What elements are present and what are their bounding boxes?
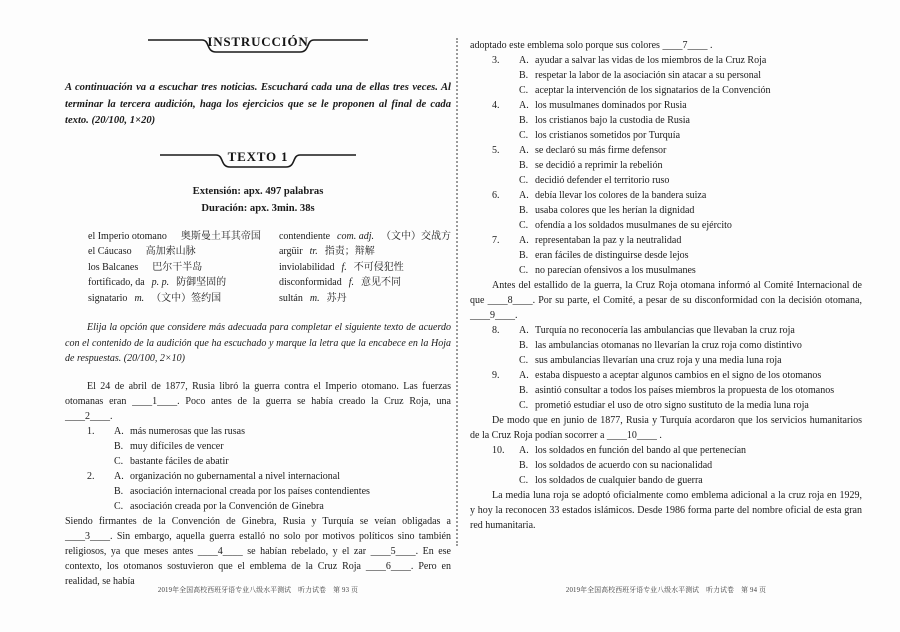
page-divider-dotted-line <box>456 38 458 546</box>
question-number: 9. <box>492 370 500 381</box>
option-text: se decidió a reprimir la rebelión <box>535 160 663 171</box>
question-number: 1. <box>87 425 95 437</box>
option-text: Turquía no reconocería las ambulancias que llevaban la cruz roja <box>535 325 795 336</box>
vocab-entry <box>88 291 279 307</box>
vocab-entry <box>88 275 279 291</box>
option-b <box>519 248 862 263</box>
question-8 <box>470 323 862 368</box>
option-letter: B. <box>114 485 124 497</box>
option-text: ofendía a los soldados musulmanes de su ejército <box>535 220 732 231</box>
option-text: muy difíciles de vencer <box>130 440 224 452</box>
question-number: 8. <box>492 325 500 336</box>
option-text: organización no gubernamental a nivel internacional <box>130 470 341 482</box>
option-text: respetar la labor de la asociación sin atacar a su personal <box>535 70 762 81</box>
option-a <box>519 443 862 458</box>
vocab-entry <box>88 229 279 245</box>
option-c <box>114 454 451 469</box>
option-text: los cristianos sometidos por Turquía <box>535 130 681 141</box>
option-a <box>114 424 451 439</box>
vocab-term: contendiente <box>278 230 331 242</box>
vocab-term: signatario <box>88 292 128 304</box>
duracion-line: Duración: apx. 3min. 38s <box>201 202 315 214</box>
question-options <box>519 188 862 233</box>
vocab-entry <box>279 291 451 307</box>
vocab-pos: m. <box>309 292 320 304</box>
instruction-paragraph: A continuación va a escuchar tres noticias. Escuchará cada una de ellas tres veces. Al terminar la tercera audición, haga los ejercicios que se le proponen al final de cada texto. (20/100, 1×20) <box>65 82 451 126</box>
option-text: los soldados de cualquier bando de guerra <box>535 475 703 486</box>
option-letter: A. <box>114 470 124 482</box>
vocab-column-left <box>88 229 279 307</box>
option-text: asintió consultar a todos los países miembros la propuesta de los otomanos <box>535 385 835 396</box>
question-options <box>519 143 862 188</box>
option-letter: C. <box>519 265 529 276</box>
vocab-entry <box>88 260 279 276</box>
option-b <box>519 458 862 473</box>
question-9 <box>470 368 862 413</box>
option-letter: C. <box>519 400 529 411</box>
option-letter: A. <box>114 425 124 437</box>
option-a <box>519 143 862 158</box>
option-text: decidió defender el territorio ruso <box>535 175 670 186</box>
vocab-definition: 苏丹 <box>326 292 347 304</box>
option-text: los soldados de acuerdo con su nacionalidad <box>535 460 713 471</box>
vocab-entry <box>279 260 451 276</box>
text-paragraph-4: Antes del estallido de la guerra, la Cruz Roja otomana informó al Comité Internacional de que ____8____. Por su parte, el Comité, a pesar de su disconformidad con la decisión otomana, ____9____. <box>470 280 862 321</box>
option-letter: B. <box>519 115 529 126</box>
vocab-definition: 指责；辩解 <box>324 246 375 257</box>
option-text: eran fáciles de distinguirse desde lejos <box>535 250 689 261</box>
vocab-definition: （文中）交战方 <box>381 230 451 242</box>
option-letter: C. <box>519 85 529 96</box>
vocab-pos: p. p. <box>151 277 170 288</box>
option-letter: B. <box>519 205 529 216</box>
vocab-term: sultán <box>278 292 303 304</box>
option-c <box>519 218 862 233</box>
option-letter: A. <box>519 445 529 456</box>
option-letter: A. <box>519 190 529 201</box>
vocab-pos: f. <box>341 261 347 273</box>
option-letter: B. <box>114 440 124 452</box>
vocab-term: argüir <box>278 246 303 257</box>
text-paragraph-1: El 24 de abril de 1877, Rusia libró la guerra contra el Imperio otomano. Las fuerzas otomanas eran ____1____. Poco antes de la guerra se había creado la Cruz Roja, una ____2____. <box>65 380 451 422</box>
vocab-definition: 巴尔干半岛 <box>152 261 203 273</box>
page-left <box>65 30 451 589</box>
question-1 <box>65 424 451 469</box>
vocab-column-right <box>279 229 451 307</box>
vocab-entry <box>279 244 451 260</box>
page-right <box>470 38 862 533</box>
banner-curve <box>158 145 358 173</box>
option-a <box>519 188 862 203</box>
option-text: las ambulancias otomanas no llevarían la cruz roja como distintivo <box>535 340 802 351</box>
option-letter: C. <box>519 175 529 186</box>
option-c <box>519 83 862 98</box>
option-letter: C. <box>114 500 124 512</box>
vocab-term: el Imperio otomano <box>88 230 167 242</box>
question-options <box>519 368 862 413</box>
option-c <box>519 398 862 413</box>
question-7 <box>470 233 862 278</box>
vocabulary-list <box>65 229 451 307</box>
option-text: más numerosas que las rusas <box>130 425 245 437</box>
option-text: ayudar a salvar las vidas de los miembros de la Cruz Roja <box>535 55 767 66</box>
option-a <box>519 98 862 113</box>
question-options <box>519 323 862 368</box>
vocab-pos: f. <box>348 277 354 288</box>
vocab-term: disconformidad <box>278 277 342 288</box>
question-options <box>114 424 451 469</box>
vocab-pos: com. adj. <box>337 230 374 242</box>
option-b <box>519 113 862 128</box>
option-text: usaba colores que les herían la dignidad <box>535 205 695 216</box>
option-letter: B. <box>519 70 529 81</box>
question-6 <box>470 188 862 233</box>
vocab-definition: 不可侵犯性 <box>353 261 404 273</box>
option-a <box>519 53 862 68</box>
option-c <box>114 499 451 514</box>
text-paragraph-2: Siendo firmantes de la Convención de Ginebra, Rusia y Turquía se veían obligadas a ____3____. Sin embargo, aquella guerra estalló no solo por motivos políticos sino también religiosos, ya que meses antes ____4____ se habían rebelado, y el zar ____5____. En ese contexto, los otomanos sostuvieron que el emblema de la Cruz Roja ____6____. Pero en realidad, se había <box>65 515 451 587</box>
option-letter: A. <box>519 325 529 336</box>
vocab-definition: 意见不同 <box>361 277 401 288</box>
question-number: 10. <box>492 445 505 456</box>
instruccion-banner <box>65 30 451 58</box>
vocab-term: el Cáucaso <box>88 246 132 257</box>
option-c <box>519 128 862 143</box>
question-number: 6. <box>492 190 500 201</box>
vocab-entry <box>88 244 279 260</box>
option-a <box>114 469 451 484</box>
option-b <box>114 484 451 499</box>
option-a <box>519 233 862 248</box>
option-text: los cristianos bajo la custodia de Rusia <box>535 115 690 126</box>
vocab-term: fortificado, da <box>88 277 145 288</box>
option-text: estaba dispuesto a aceptar algunos cambios en el signo de los otomanos <box>535 370 822 381</box>
option-text: aceptar la intervención de los signatarios de la Convención <box>535 85 771 96</box>
vocab-definition: 高加索山脉 <box>145 246 196 257</box>
option-letter: B. <box>519 160 529 171</box>
question-number: 4. <box>492 100 500 111</box>
option-letter: B. <box>519 340 529 351</box>
option-letter: C. <box>519 220 529 231</box>
texto1-banner <box>65 145 451 173</box>
option-b <box>519 158 862 173</box>
option-b <box>114 439 451 454</box>
question-5 <box>470 143 862 188</box>
option-letter: C. <box>519 355 529 366</box>
option-a <box>519 368 862 383</box>
option-a <box>519 323 862 338</box>
option-text: los soldados en función del bando al que pertenecían <box>535 445 747 456</box>
option-text: sus ambulancias llevarían una cruz roja y una media luna roja <box>535 355 782 366</box>
extension-line: Extensión: apx. 497 palabras <box>192 185 324 197</box>
vocab-definition: （文中）签约国 <box>151 292 222 304</box>
question-options <box>519 53 862 98</box>
question-4 <box>470 98 862 143</box>
option-text: asociación creada por la Convención de Ginebra <box>130 500 324 512</box>
text-paragraph-3: adoptado este emblema solo porque sus colores ____7____ . <box>470 40 713 51</box>
option-b <box>519 383 862 398</box>
vocab-definition: 防御坚固的 <box>176 277 227 288</box>
question-2 <box>65 469 451 514</box>
vocab-term: inviolabilidad <box>278 261 335 273</box>
question-options <box>519 443 862 488</box>
option-text: no parecían ofensivos a los musulmanes <box>535 265 696 276</box>
option-c <box>519 353 862 368</box>
option-letter: A. <box>519 235 529 246</box>
option-c <box>519 473 862 488</box>
question-options <box>114 469 451 514</box>
option-letter: A. <box>519 370 529 381</box>
option-letter: B. <box>519 385 529 396</box>
banner-curve <box>146 30 370 58</box>
option-letter: B. <box>519 250 529 261</box>
option-c <box>519 263 862 278</box>
question-number: 5. <box>492 145 500 156</box>
vocab-definition: 奥斯曼土耳其帝国 <box>180 230 261 242</box>
option-text: los musulmanes dominados por Rusia <box>535 100 687 111</box>
vocab-pos: tr. <box>309 246 318 257</box>
texto1-meta <box>65 183 451 217</box>
page-footer-right: 2019年全国高校西班牙语专业八级水平测试 听力试卷 第 94 页 <box>565 587 767 594</box>
question-number: 3. <box>492 55 500 66</box>
question-10 <box>470 443 862 488</box>
question-options <box>519 98 862 143</box>
option-text: prometió estudiar el uso de otro signo sustituto de la media luna roja <box>535 400 809 411</box>
banner-label: INSTRUCCIÓN <box>207 34 309 49</box>
option-b <box>519 338 862 353</box>
option-b <box>519 203 862 218</box>
option-text: debía llevar los colores de la bandera suiza <box>535 190 707 201</box>
option-letter: A. <box>519 55 529 66</box>
vocab-entry <box>279 229 451 245</box>
question-number: 7. <box>492 235 500 246</box>
elija-instructions-paragraph: Elija la opción que considere más adecuada para completar el siguiente texto de acuerdo con el contenido de la audición que ha escuchado y marque la letra que la encabece en la Hoja de respuestas. (20/100, 2×10) <box>65 322 451 364</box>
option-letter: C. <box>519 130 529 141</box>
vocab-pos: m. <box>134 292 145 304</box>
option-text: representaban la paz y la neutralidad <box>535 235 682 246</box>
option-letter: C. <box>519 475 529 486</box>
banner-label: TEXTO 1 <box>227 148 289 164</box>
question-number: 2. <box>87 470 95 482</box>
option-letter: A. <box>519 100 529 111</box>
vocab-term: los Balcanes <box>88 261 139 273</box>
option-c <box>519 173 862 188</box>
question-3 <box>470 53 862 98</box>
option-text: bastante fáciles de abatir <box>130 455 229 467</box>
option-letter: B. <box>519 460 529 471</box>
option-b <box>519 68 862 83</box>
option-text: se declaró su más firme defensor <box>535 145 667 156</box>
option-letter: C. <box>114 455 124 467</box>
text-paragraph-6: La media luna roja se adoptó oficialmente como emblema adicional a la cruz roja en 1929, y hoy la reconocen 33 estados islámicos. Desde 1986 forma parte del nombre oficial de esta gran red humanitaria. <box>470 490 862 531</box>
option-letter: A. <box>519 145 529 156</box>
text-paragraph-5: De modo que en junio de 1877, Rusia y Turquía acordaron que los servicios humanitarios de la Cruz Roja podían socorrer a ____10____ . <box>470 415 862 441</box>
question-options <box>519 233 862 278</box>
page-footer-left: 2019年全国高校西班牙语专业八级水平测试 听力试卷 第 93 页 <box>157 587 359 594</box>
option-text: asociación internacional creada por los países contendientes <box>130 485 370 497</box>
vocab-entry <box>279 275 451 291</box>
